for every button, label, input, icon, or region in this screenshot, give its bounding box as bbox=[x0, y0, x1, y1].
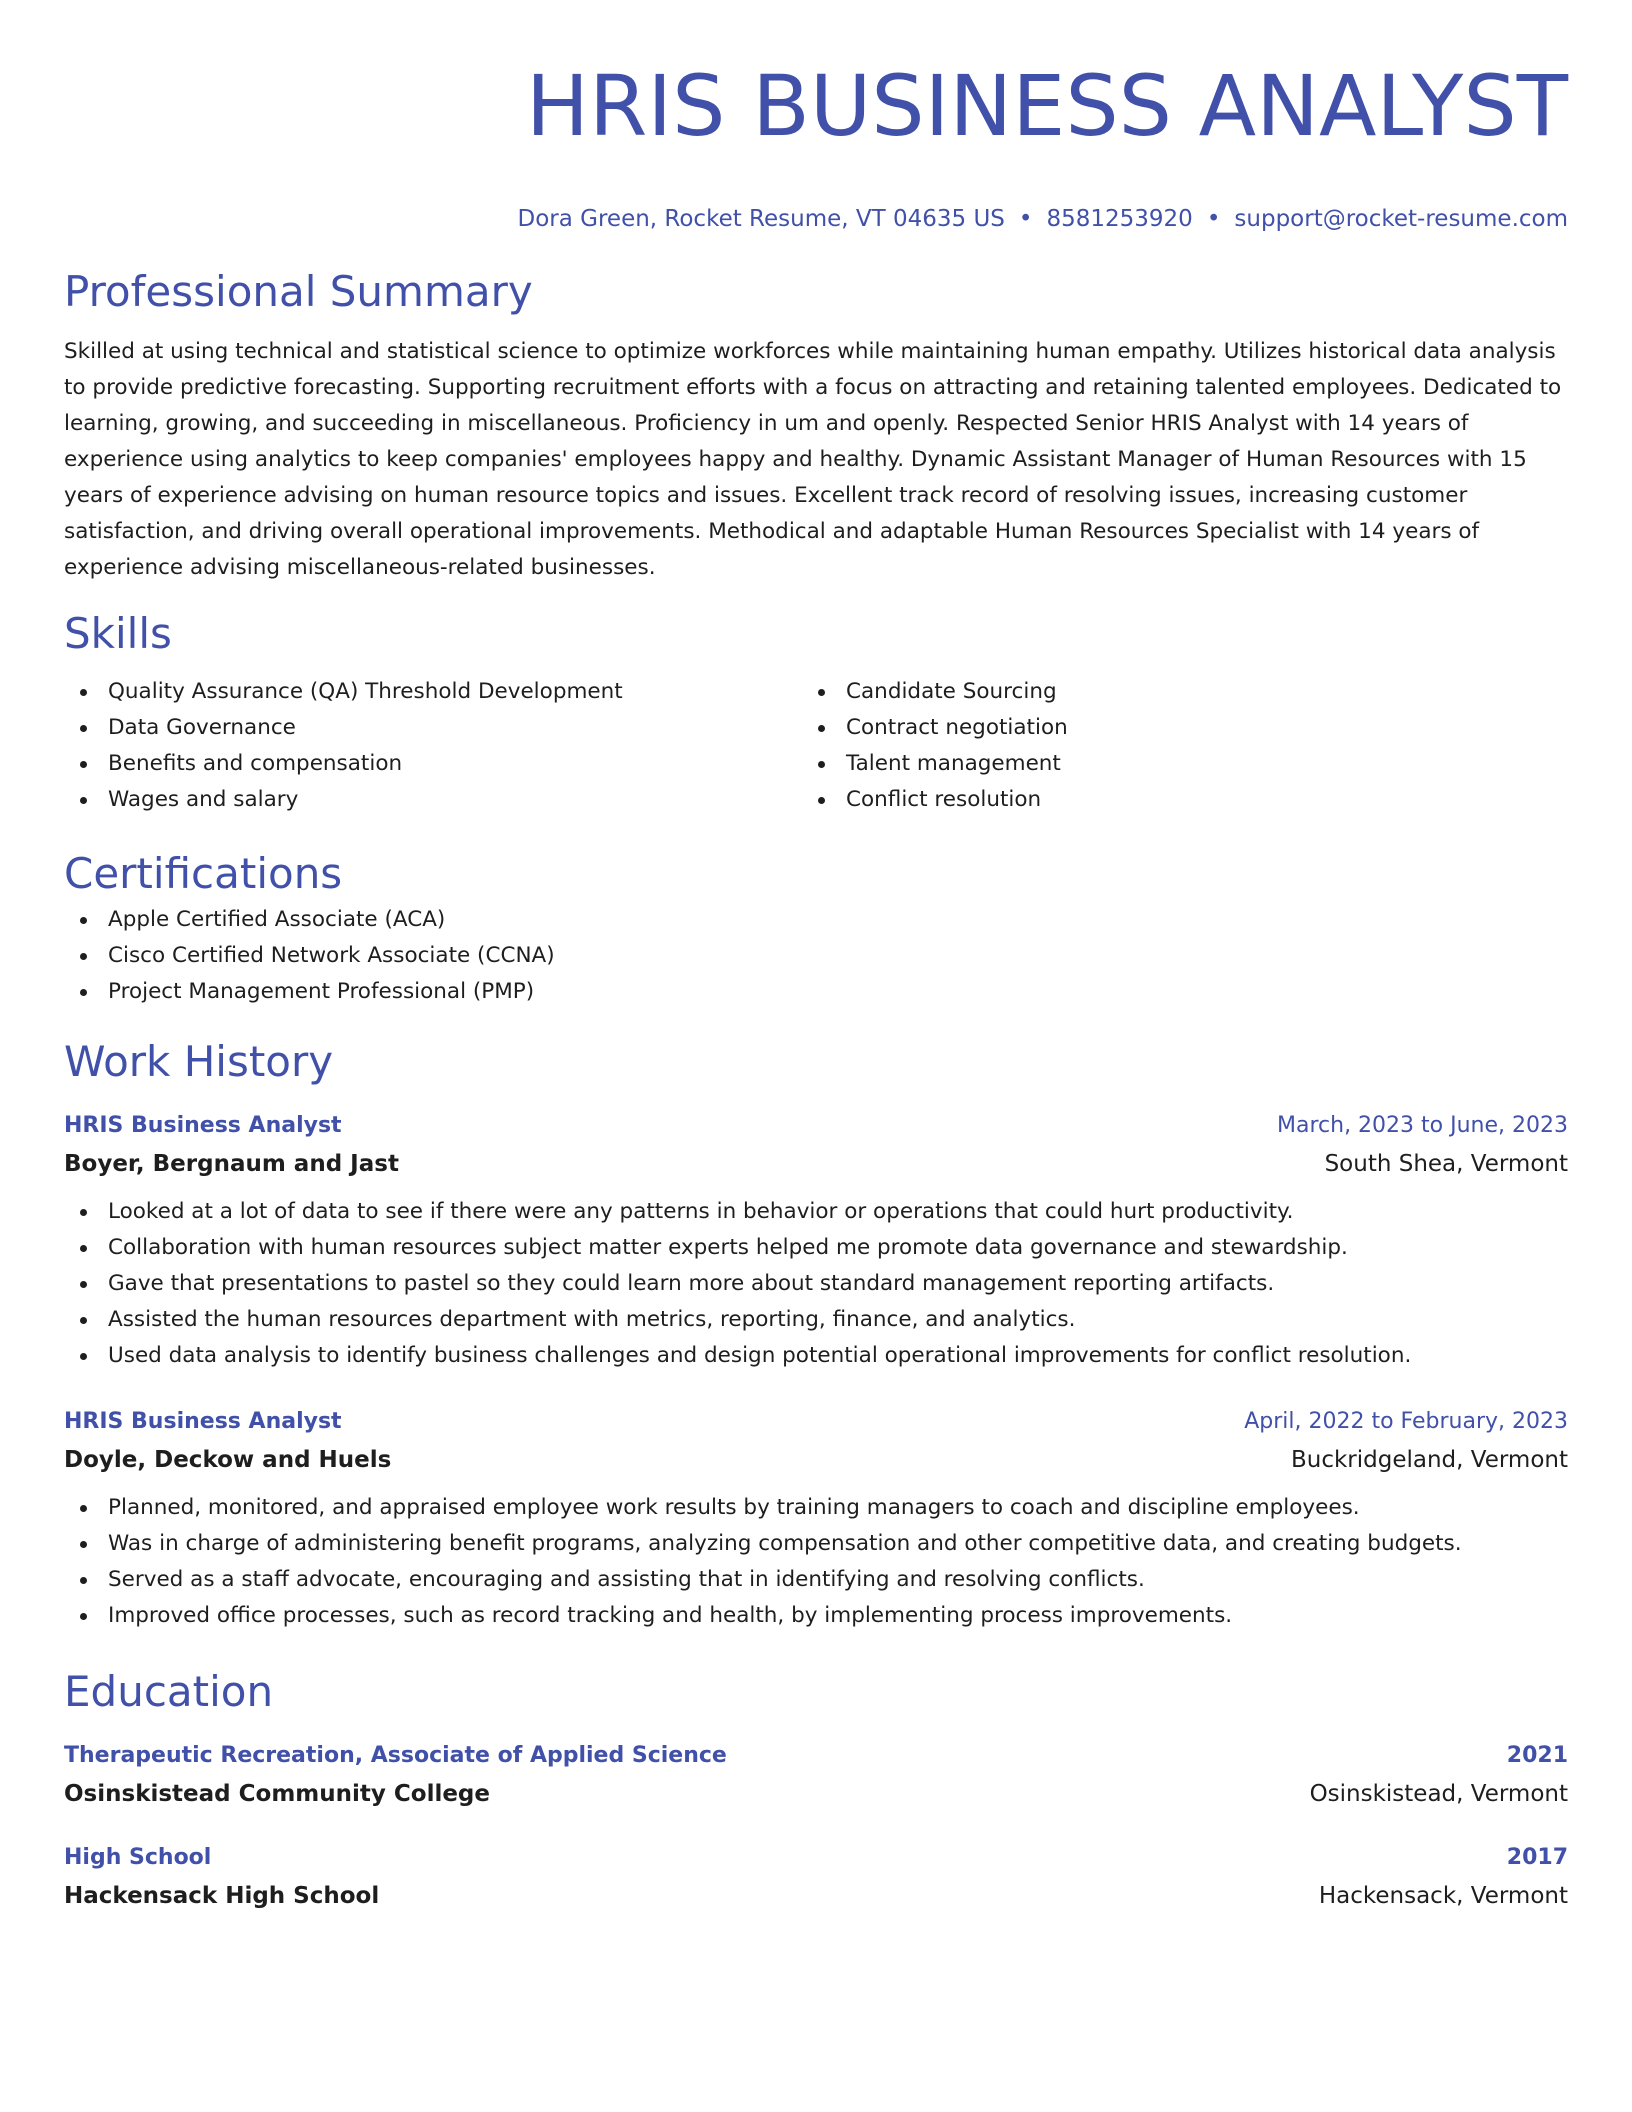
skill-label: Conflict resolution bbox=[846, 787, 1042, 812]
certification-item bbox=[64, 974, 1568, 1010]
certification-label: Apple Certified Associate (ACA) bbox=[108, 907, 446, 932]
bullet-icon bbox=[80, 917, 87, 924]
job-bullet bbox=[64, 1526, 1568, 1562]
skill-label: Candidate Sourcing bbox=[846, 679, 1057, 704]
summary-text: Skilled at using technical and statistical science to optimize workforces while maintaining human empathy. Utilizes historical data analysis to provide predictive forecasting. Supporting recruitment efforts with a focus on attracting and retaining talented employees. Dedicated to learning, growing, and succeeding in miscellaneous. Proficiency in um and openly. Respected Senior HRIS Analyst with 14 years of experience using analytics to keep companies' employees happy and healthy. Dynamic Assistant Manager of Human Resources with 15 years of experience advising on human resource topics and issues. Excellent track record of resolving issues, increasing customer satisfaction, and driving overall operational improvements. Methodical and adaptable Human Resources Specialist with 14 years of experience advising miscellaneous-related businesses. bbox=[64, 339, 1562, 580]
bullet-icon bbox=[818, 725, 825, 732]
job-bullet-text: Improved office processes, such as record tracking and health, by implementing process improvements. bbox=[108, 1603, 1233, 1628]
bullet-icon bbox=[818, 797, 825, 804]
job-bullet-text: Collaboration with human resources subject matter experts helped me promote data governance and stewardship. bbox=[108, 1235, 1348, 1260]
bullet-icon bbox=[80, 689, 87, 696]
job-bullet bbox=[64, 1598, 1568, 1634]
certification-item bbox=[64, 902, 1568, 938]
skill-item bbox=[802, 710, 1540, 746]
bullet-icon bbox=[80, 1245, 87, 1252]
bullet-icon bbox=[80, 1317, 87, 1324]
job-bullet bbox=[64, 1338, 1568, 1374]
job-bullet bbox=[64, 1194, 1568, 1230]
job-bullet-text: Looked at a lot of data to see if there were any patterns in behavior or operations that could hurt productivity. bbox=[108, 1199, 1294, 1224]
skill-item bbox=[64, 674, 802, 710]
education-location: Osinskistead, Vermont bbox=[1309, 1781, 1568, 1807]
job-bullet-text: Was in charge of administering benefit programs, analyzing compensation and other competitive data, and creating budgets. bbox=[108, 1531, 1462, 1556]
job-bullet bbox=[64, 1230, 1568, 1266]
job-employer: Boyer, Bergnaum and Jast bbox=[64, 1151, 399, 1177]
job-bullets bbox=[64, 1490, 1568, 1634]
education-year: 2017 bbox=[1506, 1845, 1568, 1870]
bullet-icon bbox=[80, 725, 87, 732]
job-dates: April, 2022 to February, 2023 bbox=[1244, 1409, 1568, 1434]
job-bullet bbox=[64, 1302, 1568, 1338]
contact-line bbox=[64, 202, 1568, 236]
job-bullet-text: Planned, monitored, and appraised employee work results by training managers to coach and discipline employees. bbox=[108, 1495, 1360, 1520]
job-bullet-text: Used data analysis to identify business challenges and design potential operational improvements for conflict resolution. bbox=[108, 1343, 1412, 1368]
skill-label: Contract negotiation bbox=[846, 715, 1068, 740]
bullet-icon bbox=[80, 1541, 87, 1548]
work-history-heading: Work History bbox=[64, 1037, 334, 1086]
bullet-icon bbox=[80, 1353, 87, 1360]
bullet-icon bbox=[80, 1209, 87, 1216]
skills-column-left bbox=[64, 674, 802, 818]
contact-separator: • bbox=[1206, 206, 1221, 232]
bullet-icon bbox=[818, 761, 825, 768]
job-dates: March, 2023 to June, 2023 bbox=[1277, 1113, 1568, 1138]
job-employer: Doyle, Deckow and Huels bbox=[64, 1447, 392, 1473]
certifications-heading: Certifications bbox=[64, 849, 343, 898]
certification-item bbox=[64, 938, 1568, 974]
education-school: Hackensack High School bbox=[64, 1883, 380, 1909]
job-title: HRIS Business Analyst bbox=[64, 1113, 342, 1138]
skill-label: Talent management bbox=[846, 751, 1061, 776]
skill-item bbox=[802, 782, 1540, 818]
job-bullet-text: Gave that presentations to pastel so they could learn more about standard management reporting artifacts. bbox=[108, 1271, 1275, 1296]
education-degree: High School bbox=[64, 1845, 212, 1870]
job-location: South Shea, Vermont bbox=[1324, 1151, 1568, 1177]
education-entry bbox=[64, 1738, 1568, 1814]
skill-label: Wages and salary bbox=[108, 787, 299, 812]
bullet-icon bbox=[80, 797, 87, 804]
certification-label: Project Management Professional (PMP) bbox=[108, 979, 535, 1004]
education-heading: Education bbox=[64, 1667, 274, 1716]
resume-title: HRIS BUSINESS ANALYST bbox=[525, 57, 1568, 155]
job-bullet bbox=[64, 1490, 1568, 1526]
contact-address: Dora Green, Rocket Resume, VT 04635 US bbox=[517, 206, 1005, 232]
certification-label: Cisco Certified Network Associate (CCNA) bbox=[108, 943, 555, 968]
bullet-icon bbox=[80, 1577, 87, 1584]
job-location: Buckridgeland, Vermont bbox=[1290, 1447, 1568, 1473]
bullet-icon bbox=[80, 1613, 87, 1620]
job-bullets bbox=[64, 1194, 1568, 1374]
skill-item bbox=[802, 674, 1540, 710]
job-entry bbox=[64, 1108, 1568, 1374]
job-title: HRIS Business Analyst bbox=[64, 1409, 342, 1434]
contact-phone: 8581253920 bbox=[1046, 206, 1193, 232]
job-bullet bbox=[64, 1266, 1568, 1302]
education-entry bbox=[64, 1840, 1568, 1916]
education-school: Osinskistead Community College bbox=[64, 1781, 490, 1807]
skill-item bbox=[64, 710, 802, 746]
job-bullet-text: Assisted the human resources department with metrics, reporting, finance, and analytics. bbox=[108, 1307, 1076, 1332]
job-bullet-text: Served as a staff advocate, encouraging and assisting that in identifying and resolving conflicts. bbox=[108, 1567, 1145, 1592]
skills-column-right bbox=[802, 674, 1540, 818]
bullet-icon bbox=[80, 761, 87, 768]
skills-list bbox=[64, 674, 1568, 818]
bullet-icon bbox=[818, 689, 825, 696]
bullet-icon bbox=[80, 953, 87, 960]
contact-email: support@rocket-resume.com bbox=[1234, 206, 1568, 232]
education-year: 2021 bbox=[1506, 1743, 1568, 1768]
skill-label: Quality Assurance (QA) Threshold Development bbox=[108, 679, 623, 704]
contact-separator: • bbox=[1018, 206, 1033, 232]
job-bullet bbox=[64, 1562, 1568, 1598]
skill-item bbox=[64, 746, 802, 782]
skill-item bbox=[64, 782, 802, 818]
summary-heading: Professional Summary bbox=[64, 267, 533, 316]
skills-heading: Skills bbox=[64, 609, 172, 658]
certifications-list bbox=[64, 902, 1568, 1010]
bullet-icon bbox=[80, 1505, 87, 1512]
bullet-icon bbox=[80, 1281, 87, 1288]
skill-label: Benefits and compensation bbox=[108, 751, 403, 776]
education-degree: Therapeutic Recreation, Associate of Applied Science bbox=[64, 1743, 727, 1768]
education-location: Hackensack, Vermont bbox=[1318, 1883, 1568, 1909]
job-entry bbox=[64, 1404, 1568, 1634]
skill-label: Data Governance bbox=[108, 715, 296, 740]
bullet-icon bbox=[80, 989, 87, 996]
skill-item bbox=[802, 746, 1540, 782]
